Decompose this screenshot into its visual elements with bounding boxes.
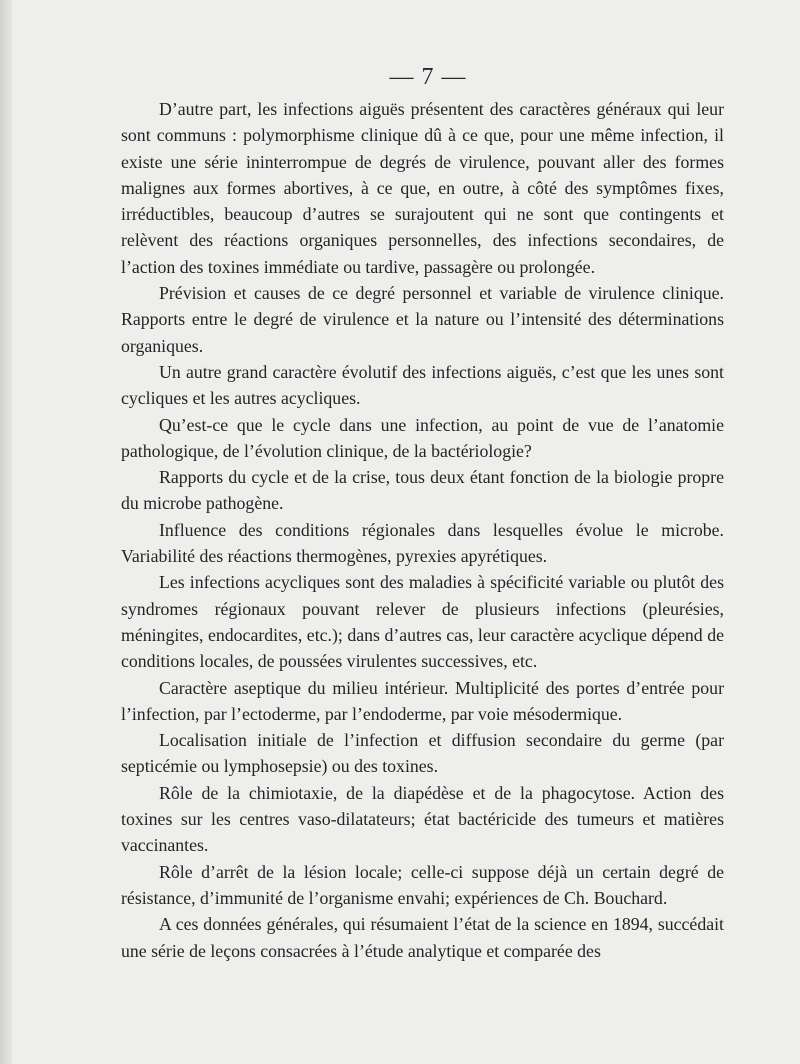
- paragraph-2: Prévision et causes de ce degré personnel et variable de virulence clinique. Rapports entre le degré de virulence et la nature ou l’intensité des déterminations organiques.: [121, 283, 724, 356]
- paragraph-5: Rapports du cycle et de la crise, tous deux étant fonction de la biologie propre du microbe pathogène.: [121, 467, 724, 514]
- paragraph-3: Un autre grand caractère évolutif des infections aiguës, c’est que les unes sont cycliques et les autres acycliques.: [121, 361, 724, 409]
- paragraph-10: Rôle de la chimiotaxie, de la diapédèse et de la phagocytose. Action des toxines sur les centres vaso-dilatateurs; état bactéricide des tumeurs et matières vaccinantes.: [121, 782, 724, 856]
- paragraph-6: Influence des conditions régionales dans lesquelles évolue le microbe. Variabilité des réactions thermogènes, pyrexies apyrétiques.: [121, 519, 724, 567]
- paragraph-7: Les infections acycliques sont des maladies à spécificité variable ou plutôt des syndromes régionaux pouvant relever de plusieurs infections (pleurésies, méningites, endocardites, etc.); dans d’autres cas, leur caractère acyclique dépend de conditions locales, de poussées virulentes successives, etc.: [121, 572, 724, 672]
- page-edge-shadow: [0, 0, 12, 1064]
- body-text: [121, 96, 724, 964]
- paragraph-4: Qu’est-ce que le cycle dans une infection, au point de vue de l’anatomie pathologique, de l’évolution clinique, de la bactériologie?: [121, 414, 724, 461]
- paragraph-12: A ces données générales, qui résumaient l’état de la science en 1894, succédait une série de leçons consacrées à l’étude analytique et comparée des: [121, 914, 724, 961]
- paragraph-1: D’autre part, les infections aiguës présentent des caractères généraux qui leur sont communs : polymorphisme clinique dû à ce que, pour une même infection, il existe une série ininterrompue de degrés de virulence, pouvant aller des formes malignes aux formes abortives, à ce que, en outre, à côté des symptômes fixes, irréductibles, beaucoup d’autres se surajoutent qui ne sont que contingents et relèvent des réactions organiques personnelles, des infections secondaires, de l’action des toxines immédiate ou tardive, passagère ou prolongée.: [121, 99, 724, 277]
- paragraph-11: Rôle d’arrêt de la lésion locale; celle-ci suppose déjà un certain degré de résistance, d’immunité de l’organisme envahi; expériences de Ch. Bouchard.: [121, 861, 724, 908]
- page-number: — 7 —: [389, 64, 467, 90]
- paragraph-8: Caractère aseptique du milieu intérieur. Multiplicité des portes d’entrée pour l’infection, par l’ectoderme, par l’endoderme, par voie mésodermique.: [121, 677, 724, 724]
- paragraph-9: Localisation initiale de l’infection et diffusion secondaire du germe (par septicémie ou lymphosepsie) ou des toxines.: [121, 730, 724, 777]
